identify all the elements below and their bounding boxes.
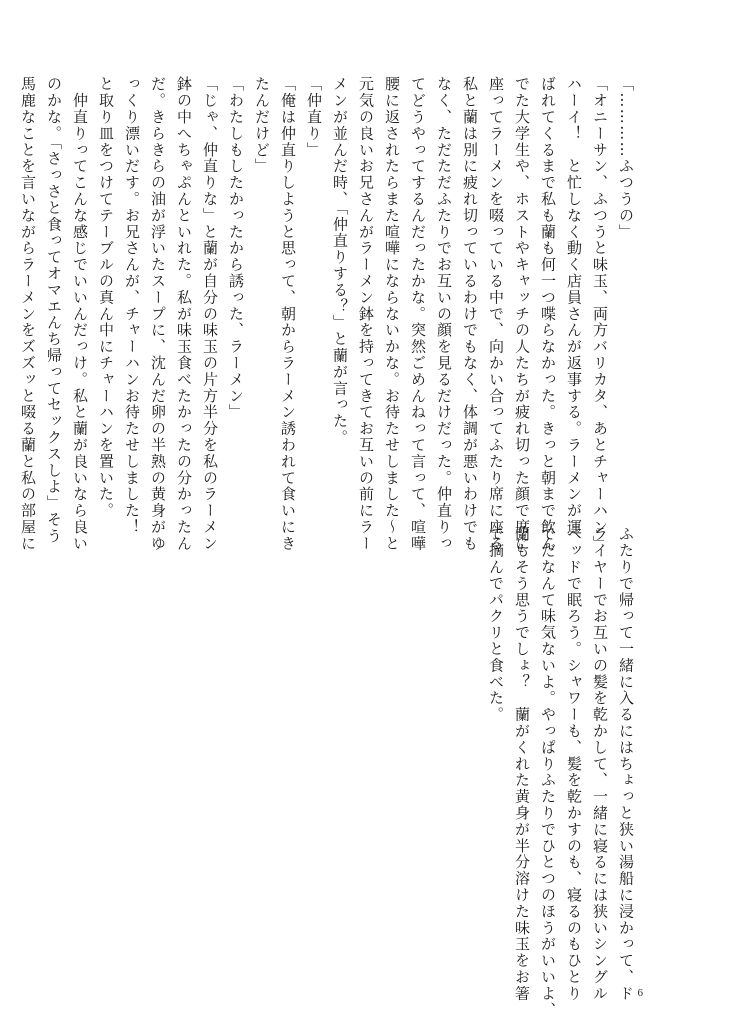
page-number: 6 (637, 987, 643, 999)
text-line: ふたりで帰って一緒に入るにはちょっと狭い湯船に浸かって、ド (617, 526, 635, 1002)
text-line: でた大学生や、ホストやキャッチの人たちが疲れ切った顔で席に (513, 76, 531, 552)
text-line: のかな。「さっさと食ってオマエんち帰ってセックスしよ」そう (45, 76, 63, 545)
text-line: 腰に返されたらまた喧嘩にならないかな。お待たせしました〜と (383, 76, 401, 552)
text-line: なく、ただただふたりでお互いの顔を見るだけだった。仲直りっ (435, 76, 453, 552)
text-line: と取り皿をつけてテーブルの真ん中にチャーハンを置いた。 (97, 76, 115, 519)
text-line: でだなんて味気ないよ。やっぱりふたりでひとつのほうがいいよ、 (539, 526, 557, 1018)
text-line: 馬鹿なことを言いながらラーメンをズズッと啜る蘭と私の部屋に (19, 76, 37, 552)
text-line: 「じゃ、仲直りな」と蘭が自分の味玉の片方半分を私のラーメン (201, 76, 219, 552)
text-line: っくり漂いだす。お兄さんが、チャーハンお待たせしました！ (123, 76, 141, 536)
text-line: ばれてくるまで私も蘭も何一つ喋らなかった。きっと朝まで飲ん (539, 76, 557, 552)
text-line: 仲直りってこんな感じでいいんだっけ。私と蘭が良いなら良い (71, 76, 89, 552)
text-line: メンが並んだ時、「仲直りする？」と蘭が言った。 (331, 76, 349, 446)
text-line: ベッドで眠ろう。シャワーも、髪を乾かすのも、寝るのもひとり (565, 526, 583, 1002)
text-line: ライヤーでお互いの髪を乾かして、一緒に寝るには狭いシングル (591, 526, 609, 1002)
text-line: 「俺は仲直りしようと思って、朝からラーメン誘われて食いにき (279, 76, 297, 552)
text-line: で摘んでパクリと食べた。 (487, 526, 505, 723)
text-line: 私と蘭は別に疲れ切っているわけでもなく、体調が悪いわけでも (461, 76, 479, 552)
text-line: てどうやってするんだったかな。突然ごめんねって言って、喧嘩 (409, 76, 427, 552)
text-line: 鉢の中へちゃぷんといれた。私が味玉食べたかったの分かったん (175, 76, 193, 552)
text-line: 「…………ふつうの」 (617, 76, 635, 240)
text-block-lower (483, 526, 639, 1018)
text-line: 蘭もそう思うでしょ？ 蘭がくれた黄身が半分溶けた味玉をお箸 (513, 526, 531, 1002)
text-line: 座ってラーメンを啜っている中で、向かい合ってふたり席に座る (487, 76, 505, 552)
text-block-upper (15, 76, 639, 552)
text-line: 元気の良いお兄さんがラーメン鉢を持ってきてお互いの前にラー (357, 76, 375, 552)
text-line: ハーイ！ と忙しなく動く店員さんが返事する。ラーメンが運 (565, 76, 583, 536)
text-line: だ。きらきらの油が浮いたスープに、沈んだ卵の半熟の黄身がゆ (149, 76, 167, 552)
text-line: 「わたしもしたかったから誘った、ラーメン」 (227, 76, 245, 421)
text-line: 「オニーサン、ふつうと味玉、両方バリカタ、あとチャーハン」 (591, 76, 609, 552)
text-line: 「仲直り」 (305, 76, 323, 158)
text-line: たんだけど」 (253, 76, 271, 175)
